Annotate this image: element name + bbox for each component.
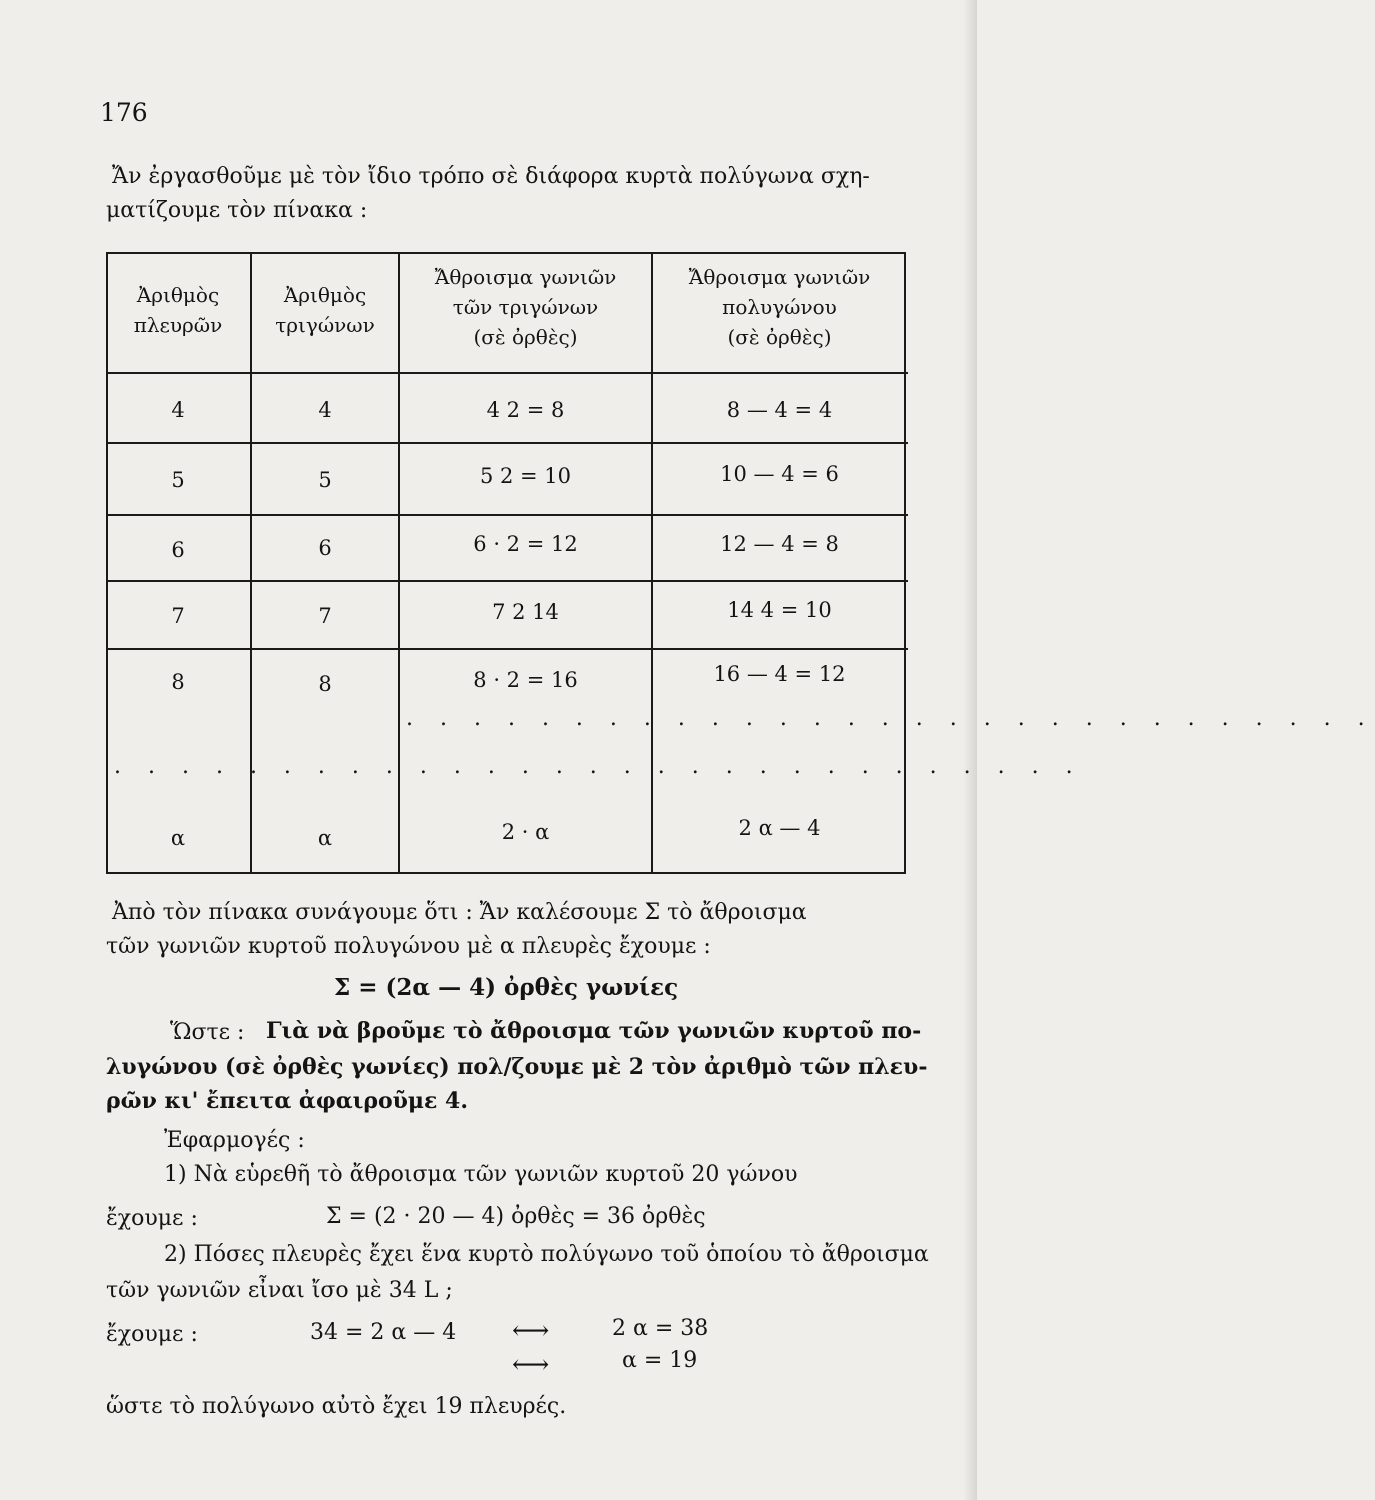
row-rule: [106, 514, 908, 516]
applications-title: Ἐφαρμογές :: [164, 1128, 305, 1153]
cell-triangle-sum: 7 2 14: [492, 600, 559, 624]
conclusion-line-2: τῶν γωνιῶν κυρτοῦ πολυγώνου μὲ α πλευρὲς ἔχουμε :: [106, 934, 711, 959]
rule-line-3: ρῶν κι' ἔπειτα ἀφαιροῦμε 4.: [106, 1088, 469, 1114]
cell-triangles: 4: [318, 398, 332, 422]
conclusion-line-1: Ἀπὸ τὸν πίνακα συνάγουμε ὅτι : Ἄν καλέσουμε Σ τὸ ἄθροισμα: [112, 900, 807, 925]
cell-sides: α: [170, 826, 186, 850]
cell-triangle-sum: 6 · 2 = 12: [473, 532, 578, 556]
question-2-line-1: 2) Πόσες πλευρὲς ἔχει ἕνα κυρτὸ πολύγωνο τοῦ ὁποίου τὸ ἄθροισμα: [164, 1242, 929, 1267]
cell-polygon-sum: 8 — 4 = 4: [726, 398, 833, 422]
rule-prefix: Ὥστε :: [170, 1020, 245, 1045]
cell-triangles: 8: [318, 672, 332, 696]
answer-1-label: ἔχουμε :: [106, 1206, 198, 1231]
equivalence-arrow-icon: ⟷: [512, 1350, 550, 1380]
cell-sides: 4: [171, 398, 185, 422]
angle-sum-formula: Σ = (2α — 4) ὀρθὲς γωνίες: [334, 974, 679, 1001]
ellipsis-row: . . . . . . . . . . . . . . . . . . . . . . . . . . . . .: [406, 706, 1375, 731]
answer-2-label: ἔχουμε :: [106, 1322, 198, 1347]
cell-sides: 6: [171, 538, 185, 562]
answer-2-result: α = 19: [622, 1348, 698, 1373]
cell-triangles: α: [317, 826, 333, 850]
header-sides: Ἀριθμὸς πλευρῶν: [133, 283, 223, 337]
question-2-line-2: τῶν γωνιῶν εἶναι ἴσο μὲ 34 L ;: [106, 1278, 453, 1303]
cell-triangle-sum: 2 · α: [501, 820, 550, 844]
page-number: 176: [100, 98, 148, 127]
rule-line-1: Γιὰ νὰ βροῦμε τὸ ἄθροισμα τῶν γωνιῶν κυρτοῦ πο-: [266, 1018, 922, 1044]
intro-line-1: Ἄν ἐργασθοῦμε μὲ τὸν ἴδιο τρόπο σὲ διάφορα κυρτὰ πολύγωνα σχη-: [112, 164, 870, 189]
column-divider: [250, 252, 252, 874]
cell-triangles: 5: [318, 468, 332, 492]
cell-triangle-sum: 4 2 = 8: [486, 398, 565, 422]
question-1: 1) Νὰ εὑρεθῆ τὸ ἄθροισμα τῶν γωνιῶν κυρτοῦ 20 γώνου: [164, 1162, 798, 1187]
rule-line-2: λυγώνου (σὲ ὀρθὲς γωνίες) πολ/ζουμε μὲ 2 τὸν ἀριθμὸ τῶν πλευ-: [106, 1054, 928, 1080]
header-triangle-angle-sum: Ἄθροισμα γωνιῶν τῶν τριγώνων (σὲ ὀρθὲς): [434, 265, 617, 349]
cell-sides: 8: [171, 670, 185, 694]
header-rule: [106, 372, 908, 374]
cell-polygon-sum: 12 — 4 = 8: [720, 532, 839, 556]
answer-2-step: 2 α = 38: [612, 1316, 709, 1341]
cell-triangle-sum: 8 · 2 = 16: [473, 668, 578, 692]
row-rule: [106, 442, 908, 444]
equivalence-arrow-icon: ⟷: [512, 1316, 550, 1346]
intro-line-2: ματίζουμε τὸν πίνακα :: [106, 198, 368, 223]
cell-polygon-sum: 10 — 4 = 6: [720, 462, 839, 486]
cell-triangles: 6: [318, 536, 332, 560]
cell-polygon-sum: 14 4 = 10: [727, 598, 832, 622]
cell-triangle-sum: 5 2 = 10: [479, 464, 572, 488]
page-edge-shadow: [963, 0, 977, 1500]
header-triangles: Ἀριθμὸς τριγώνων: [275, 283, 375, 337]
cell-sides: 7: [171, 604, 185, 628]
cell-polygon-sum: 16 — 4 = 12: [713, 662, 846, 686]
ellipsis-row: . . . . . . . . . . . . . . . . . . . . . . . . . . . . .: [114, 754, 1083, 779]
answer-1: Σ = (2 · 20 — 4) ὀρθὲς = 36 ὀρθὲς: [326, 1204, 706, 1229]
header-polygon-angle-sum: Ἄθροισμα γωνιῶν πολυγώνου (σὲ ὀρθὲς): [688, 265, 871, 349]
row-rule: [106, 648, 908, 650]
cell-triangles: 7: [318, 604, 332, 628]
row-rule: [106, 580, 908, 582]
angles-table: [106, 244, 1375, 877]
final-answer: ὥστε τὸ πολύγωνο αὐτὸ ἔχει 19 πλευρές.: [106, 1394, 567, 1419]
cell-polygon-sum: 2 α — 4: [738, 816, 821, 840]
answer-2-equation: 34 = 2 α — 4: [310, 1320, 457, 1345]
cell-sides: 5: [171, 468, 185, 492]
